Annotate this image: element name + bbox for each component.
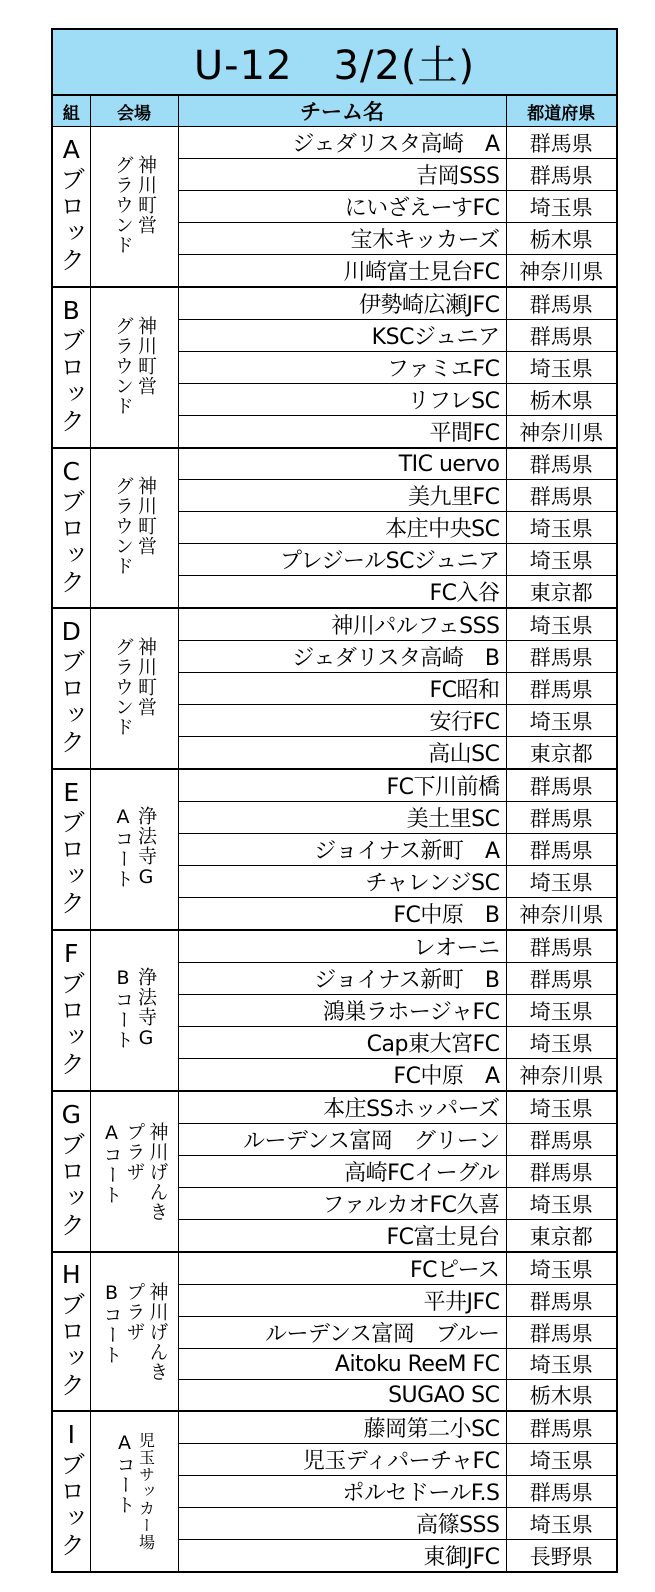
team-name: 藤岡第二小SC	[178, 1411, 506, 1444]
team-name: 宝木キッカーズ	[178, 223, 506, 255]
venue-text	[113, 155, 155, 255]
venue-cell	[90, 769, 178, 930]
team-name: FC富士見台	[178, 1220, 506, 1253]
venue-line: Aコート	[112, 806, 134, 889]
team-name: 伊勢崎広瀬JFC	[178, 287, 506, 320]
table-row	[52, 448, 617, 480]
block-name: Dブロック	[56, 617, 86, 756]
prefecture: 埼玉県	[506, 352, 617, 384]
schedule-sheet	[51, 28, 616, 1573]
prefecture: 東京都	[506, 1220, 617, 1253]
team-name: レオーニ	[178, 930, 506, 963]
prefecture: 神奈川県	[506, 255, 617, 288]
team-name: ルーデンス富岡 ブルー	[178, 1317, 506, 1349]
prefecture: 群馬県	[506, 287, 617, 320]
venue-line: 神川町営	[135, 154, 157, 235]
block-label-cell	[52, 930, 90, 1091]
venue-line: 浄法寺G	[135, 806, 157, 889]
prefecture: 埼玉県	[506, 512, 617, 544]
block-name: Bブロック	[56, 296, 86, 435]
prefecture: 群馬県	[506, 963, 617, 995]
block-name: Gブロック	[56, 1100, 86, 1239]
prefecture: 群馬県	[506, 673, 617, 705]
prefecture: 群馬県	[506, 159, 617, 191]
block-list	[52, 127, 617, 1573]
prefecture: 群馬県	[506, 1156, 617, 1188]
prefecture: 群馬県	[506, 448, 617, 480]
venue-cell	[90, 608, 178, 769]
prefecture: 埼玉県	[506, 544, 617, 576]
header-pref: 都道府県	[506, 95, 617, 127]
team-name: 美土里SC	[178, 802, 506, 834]
prefecture: 群馬県	[506, 480, 617, 512]
venue-line: グラウンド	[112, 315, 134, 416]
team-name: ファミエFC	[178, 352, 506, 384]
team-name: チャレンジSC	[178, 866, 506, 898]
prefecture: 埼玉県	[506, 608, 617, 641]
table-row	[52, 1411, 617, 1444]
prefecture: 栃木県	[506, 1380, 617, 1412]
team-name: SUGAO SC	[178, 1380, 506, 1412]
block-label-cell	[52, 769, 90, 930]
header-team: チーム名	[178, 95, 506, 127]
team-name: 本庄中央SC	[178, 512, 506, 544]
table-row	[52, 769, 617, 802]
team-name: Aitoku ReeM FC	[178, 1349, 506, 1380]
prefecture: 長野県	[506, 1540, 617, 1573]
prefecture: 群馬県	[506, 1124, 617, 1156]
team-name: ルーデンス富岡 グリーン	[178, 1124, 506, 1156]
venue-line: プラザ	[123, 1121, 146, 1182]
block-label-cell	[52, 127, 90, 288]
block-name: Cブロック	[56, 456, 86, 596]
prefecture: 神奈川県	[506, 416, 617, 449]
prefecture: 群馬県	[506, 930, 617, 963]
team-name: KSCジュニア	[178, 320, 506, 352]
team-name: 児玉ディパーチャFC	[178, 1444, 506, 1476]
team-name: FC昭和	[178, 673, 506, 705]
prefecture: 埼玉県	[506, 866, 617, 898]
team-name: TIC uervo	[178, 448, 506, 480]
venue-line: 浄法寺G	[135, 967, 157, 1050]
venue-cell	[90, 1252, 178, 1411]
venue-line: グラウンド	[112, 636, 134, 737]
team-name: ジョイナス新町 B	[178, 963, 506, 995]
venue-cell	[90, 127, 178, 288]
block-label-cell	[52, 1252, 90, 1411]
prefecture: 群馬県	[506, 769, 617, 802]
schedule-table	[51, 28, 618, 1573]
team-name: 高崎FCイーグル	[178, 1156, 506, 1188]
block-name: Eブロック	[56, 778, 86, 917]
prefecture: 埼玉県	[506, 191, 617, 223]
venue-line: 児玉サッカー場	[136, 1432, 156, 1551]
table-row	[52, 930, 617, 963]
prefecture: 栃木県	[506, 223, 617, 255]
prefecture: 群馬県	[506, 127, 617, 159]
team-name: 川崎富士見台FC	[178, 255, 506, 288]
prefecture: 埼玉県	[506, 1091, 617, 1124]
team-name: 美九里FC	[178, 480, 506, 512]
prefecture: 群馬県	[506, 1476, 617, 1508]
page-title: U-12 3/2(土)	[52, 29, 617, 95]
venue-cell	[90, 287, 178, 448]
team-name: FC中原 B	[178, 898, 506, 931]
prefecture: 神奈川県	[506, 898, 617, 931]
block-label-cell	[52, 1411, 90, 1572]
prefecture: 東京都	[506, 576, 617, 609]
team-name: ジェダリスタ高崎 A	[178, 127, 506, 159]
team-name: プレジールSCジュニア	[178, 544, 506, 576]
team-name: FC下川前橋	[178, 769, 506, 802]
venue-text	[102, 1282, 167, 1382]
team-name: 神川パルフェSSS	[178, 608, 506, 641]
team-name: 高山SC	[178, 737, 506, 770]
team-name: FCピース	[178, 1252, 506, 1285]
header-row	[52, 95, 617, 127]
venue-line: 神川町営	[135, 315, 157, 396]
prefecture: 埼玉県	[506, 705, 617, 737]
venue-text	[115, 1432, 154, 1551]
prefecture: 埼玉県	[506, 1349, 617, 1380]
team-name: ジェダリスタ高崎 B	[178, 641, 506, 673]
prefecture: 栃木県	[506, 384, 617, 416]
team-name: FC中原 A	[178, 1059, 506, 1092]
prefecture: 群馬県	[506, 802, 617, 834]
table-row	[52, 608, 617, 641]
table-row	[52, 287, 617, 320]
venue-line: プラザ	[123, 1281, 146, 1342]
header-venue: 会場	[90, 95, 178, 127]
venue-text	[113, 637, 155, 737]
venue-line: Bコート	[100, 1281, 123, 1365]
prefecture: 群馬県	[506, 1411, 617, 1444]
team-name: 平間FC	[178, 416, 506, 449]
venue-cell	[90, 1091, 178, 1252]
venue-text	[113, 316, 155, 416]
team-name: 東御JFC	[178, 1540, 506, 1573]
team-name: リフレSC	[178, 384, 506, 416]
venue-line: Aコート	[100, 1121, 123, 1205]
team-name: にいざえーすFC	[178, 191, 506, 223]
team-name: ポルセドールF.S	[178, 1476, 506, 1508]
prefecture: 東京都	[506, 737, 617, 770]
block-label-cell	[52, 448, 90, 608]
prefecture: 埼玉県	[506, 1252, 617, 1285]
prefecture: 埼玉県	[506, 1444, 617, 1476]
team-name: Cap東大宮FC	[178, 1027, 506, 1059]
prefecture: 群馬県	[506, 320, 617, 352]
prefecture: 群馬県	[506, 641, 617, 673]
prefecture: 埼玉県	[506, 995, 617, 1027]
venue-line: 神川げんき	[146, 1121, 169, 1222]
team-name: FC入谷	[178, 576, 506, 609]
table-row	[52, 1091, 617, 1124]
venue-line: グラウンド	[112, 154, 134, 255]
block-name: Iブロック	[56, 1420, 86, 1559]
block-label-cell	[52, 1091, 90, 1252]
team-name: 平井JFC	[178, 1285, 506, 1317]
block-name: Hブロック	[56, 1260, 86, 1399]
venue-text	[113, 476, 155, 576]
team-name: 吉岡SSS	[178, 159, 506, 191]
prefecture: 群馬県	[506, 1317, 617, 1349]
block-name: Aブロック	[56, 135, 86, 274]
prefecture: 群馬県	[506, 834, 617, 866]
venue-cell	[90, 448, 178, 608]
venue-line: 神川町営	[135, 476, 157, 556]
venue-cell	[90, 930, 178, 1091]
block-label-cell	[52, 287, 90, 448]
prefecture: 群馬県	[506, 1285, 617, 1317]
team-name: 鴻巣ラホージャFC	[178, 995, 506, 1027]
header-group: 組	[52, 95, 90, 127]
block-label-cell	[52, 608, 90, 769]
venue-text	[113, 967, 155, 1050]
table-row	[52, 127, 617, 159]
prefecture: 埼玉県	[506, 1508, 617, 1540]
prefecture: 埼玉県	[506, 1188, 617, 1220]
venue-text	[102, 1122, 167, 1222]
venue-line: Bコート	[112, 967, 134, 1050]
prefecture: 神奈川県	[506, 1059, 617, 1092]
team-name: ファルカオFC久喜	[178, 1188, 506, 1220]
venue-line: 神川町営	[135, 636, 157, 717]
block-name: Fブロック	[56, 939, 86, 1078]
prefecture: 埼玉県	[506, 1027, 617, 1059]
venue-line: Aコート	[113, 1432, 136, 1515]
venue-line: 神川げんき	[146, 1281, 169, 1382]
team-name: 本庄SSホッパーズ	[178, 1091, 506, 1124]
team-name: ジョイナス新町 A	[178, 834, 506, 866]
venue-text	[113, 806, 155, 889]
team-name: 安行FC	[178, 705, 506, 737]
venue-line: グラウンド	[112, 476, 134, 576]
venue-cell	[90, 1411, 178, 1572]
table-row	[52, 1252, 617, 1285]
team-name: 高篠SSS	[178, 1508, 506, 1540]
